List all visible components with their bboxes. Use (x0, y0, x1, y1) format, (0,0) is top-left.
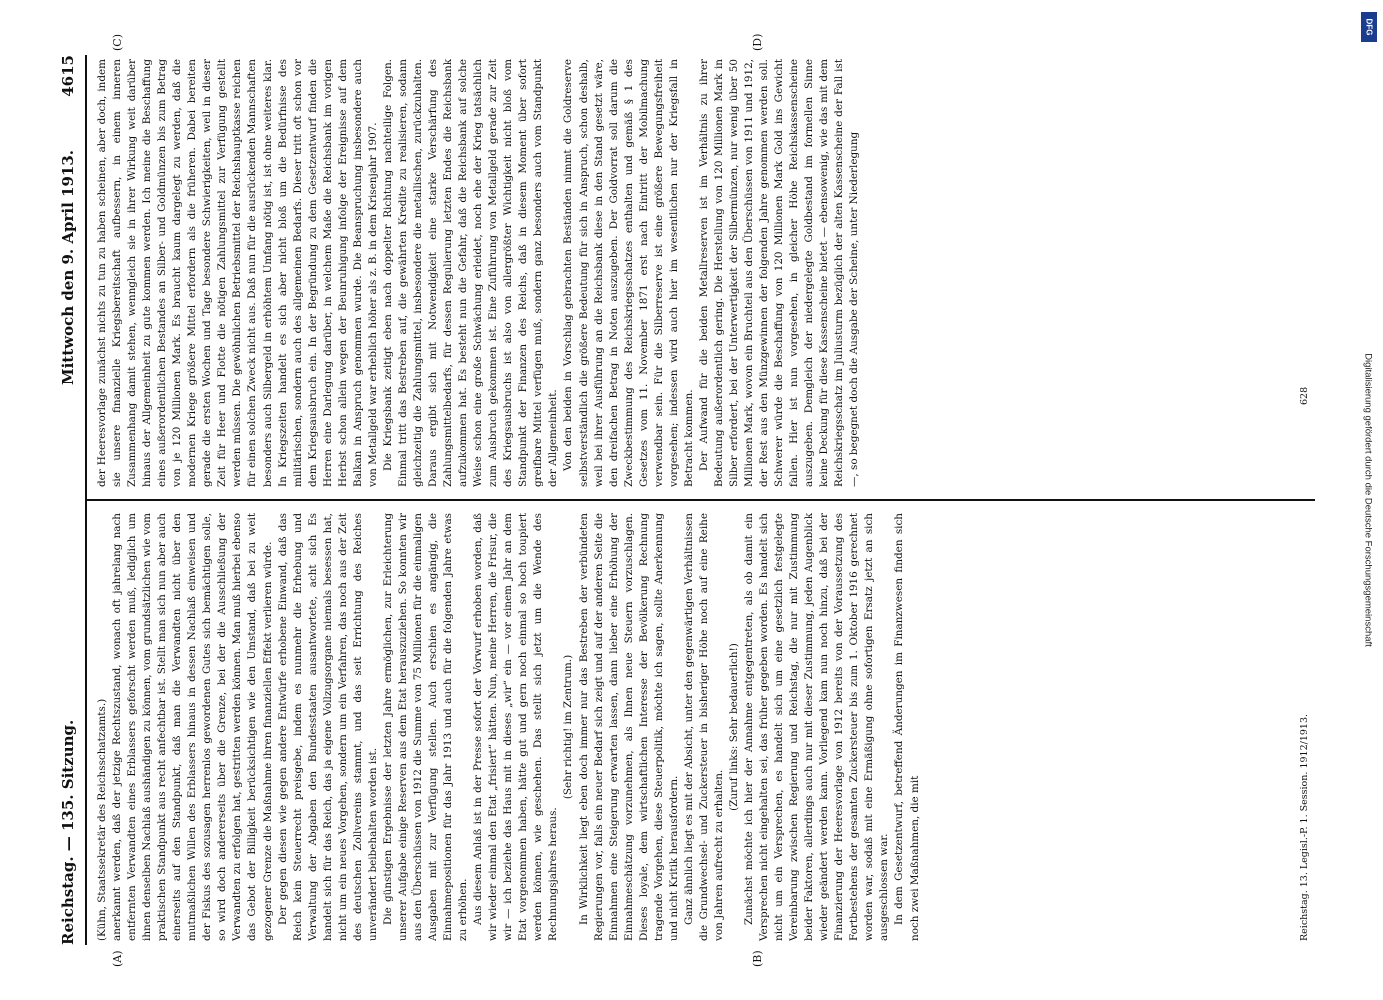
paragraph: Aus diesem Anlaß ist in der Presse sofort der Vorwurf erhoben worden, daß wir wieder einmal den Etat „frisiert“ hätten. Nun, meine Herren, die Frisur, die wir — ich beziehe das Haus mit in dieses „wir“ ein — vor einem Jahr an dem Etat vorgenommen haben, hätte gut und gern noch einmal so hoch toupiert werden können, wie geschehen. Das stellt sich jetzt um die Wende des Rechnungsjahres heraus. (472, 513, 560, 941)
header-page-number: 4615 (59, 55, 77, 97)
paragraph: der Heeresvorlage zunächst nichts zu tun zu haben scheinen, aber doch, indem sie unsere finanzielle Kriegsbereitschaft aufbessern, in einem inneren Zusammenhang damit stehen, wenngleich sie in ihrer Wirkung weit darüber hinaus der Allgemeinheit zu gute kommen werden. Ich meine die Beschaffung eines außerordentlichen Bestandes an Silber- und Goldmünzen bis zum Betrag von je 120 Millionen Mark. Es braucht kaum dargelegt zu werden, daß die modernen Kriege größere Mittel erfordern als die früheren. Dabei bereiten gerade die ersten Wochen und Tage besondere Schwierigkeiten, weil in dieser Zeit für Heer und Flotte die nötigen Zahlungsmittel zur Verfügung gestellt werden müssen. Die gewöhnlichen Betriebsmittel der Reichshauptkasse reichen für einen solchen Zweck nicht aus. Daß nun für die ausrückenden Mannschaften besonders auch Silbergeld in erhöhtem Umfang nötig ist, ist ohne weiteres klar. In Kriegszeiten handelt es sich aber nicht bloß um die Bedürfnisse des militärischen, sondern auch des allgemeinen Bedarfs. Dieser tritt oft schon vor dem Kriegsausbruch ein. In der Begründung zu dem Gesetzentwurf finden die Herren eine Darlegung darüber, in welchem Maße die Reichsbank im vorigen Herbst schon allein wegen der Beunruhigung infolge der Ereignisse auf dem Balkan in Anspruch genommen wurde. Die Beanspruchung insbesondere auch von Metallgeld war erheblich höher als z. B. in dem Krisenjahr 1907. (96, 59, 379, 487)
paragraph: Ganz ähnlich liegt es mit der Absicht, unter den gegenwärtigen Verhältnissen die Grundwechsel- und Zuckersteuer in bisheriger Höhe noch auf eine Reihe von Jahren aufrecht zu erhalten. (682, 513, 725, 941)
column-divider (85, 499, 1315, 501)
speaker-line: (Kühn, Staatssekretär des Reichsschatzamts.) (96, 698, 108, 941)
margin-mark-d: (D) (751, 33, 764, 51)
paragraph: Der gegen diesen wie gegen andere Entwürfe erhobene Einwand, daß das Reich kein Steuerrecht preisgebe, indem es nunmehr die Erhebung und Verwaltung der Abgaben den Bundesstaaten ausantwortete, acht sich Es handelt sich für das Reich, das ja eigene Vollzugsorgane niemals besessen hat, nicht um ein neues Vorgehen, sondern um ein Verfahren, das noch aus der Zeit des deutschen Zollvereins stammt, und das seit Errichtung des Reiches unverändert beibehalten worden ist. (276, 513, 379, 941)
paragraph: Von den beiden in Vorschlag gebrachten Beständen nimmt die Goldreserve selbstverständlich die größere Bedeutung für sich in Anspruch, schon deshalb, weil bei ihrer Ausführung an die Reichsbank diese in den Stand gesetzt wäre, den dreifachen Betrag in Noten auszugeben. Der Goldvorrat soll darum die Zweckbestimmung des Reichskriegsschatzes enthalten und gemäß § 1 des Gesetzes vom 11. November 1871 erst nach Eintritt der Mobilmachung verwendbar sein. Für die Silberreserve ist eine größere Bewegungsfreiheit vorgesehen; indessen wird auch hier im wesentlichen nur der Kriegsfall in Betracht kommen. (562, 59, 695, 487)
footer-page: 628 (1299, 386, 1310, 405)
paragraph: In Wirklichkeit liegt eben doch immer nur das Bestreben der verbündeten Regierungen vor, falls ein neuer Bedarf sich zeigt und auf der anderen Seite die Einnahmen eine Steigerung erwarten lassen, dann lieber eine Erhöhung der Einnahmeschätzung vorzunehmen, als Ihnen neue Steuern vorzuschlagen. Dieses loyale, dem wirtschaftlichen Interesse der Bevölkerung Rechnung tragende Vorgehen, diese Steuerpolitik, möchte ich sagen, sollte Anerkennung und nicht Kritik herausfordern. (577, 513, 680, 941)
footer-left: Reichstag. 13. Legisl.-P. 1. Session. 1912/1913. (1299, 713, 1310, 941)
interjection: (Sehr richtig! im Zentrum.) (562, 654, 575, 800)
interjection: (Zuruf links: Sehr bedauerlich!) (727, 643, 740, 811)
margin-mark-b: (B) (751, 950, 764, 967)
header-right: Mittwoch den 9. April 1913. (59, 150, 77, 385)
paragraph: anerkannt werden, daß der jetzige Rechtszustand, wonach oft jahrelang nach entfernten Verwandten eines Erblassers geforscht werden muß, lediglich um ihnen denselben Nachlaß aushändigen zu können, vom grundsätzlichen wie vom praktischen Standpunkt aus recht anfechtbar ist. Stellt man sich nun aber auch einerseits auf den Standpunkt, daß man die Verwandten nicht über den mutmaßlichen Willen des Erblassers hinaus in dessen Nachlaß einweisen und der Fiskus des sozusagen herrenlos gewordenen Gutes sich bemächtigen solle, so wird doch andererseits über die Grenze, bei der die Ausschließung der Verwandten zu erfolgen hat, gestritten werden können. Man muß hierbei ebenso das Gebot der Billigkeit berücksichtigen wie den Umstand, daß bei zu weit gezogener Grenze die Maßnahme ihren finanziellen Effekt verlieren würde. (111, 513, 274, 941)
header-left: Reichstag. — 135. Sitzung. (59, 719, 77, 945)
digitization-note: Digitalisierung gefördert durch die Deutsche Forschungsgemeinschaft (1362, 353, 1374, 647)
paragraph: Die Kriegsbank zeitigt eben nach doppelter Richtung nachteilige Folgen. Einmal tritt das Bestreben auf, die gewährten Kredite zu realisieren, sodann gleichzeitig die Zahlungsmittel, insbesondere die metallischen, zurückzuhalten. Daraus ergibt sich mit Notwendigkeit eine starke Verschärfung des Zahlungsmittelbedarfs, für dessen Regulierung letzten Endes die Reichsbank aufzukommen hat. Es besteht nun die Gefahr, daß die Reichsbank auf solche Weise schon eine große Schwächung erleidet, noch ehe der Krieg tatsächlich zum Ausbruch gekommen ist. Eine Zuführung von Metallgeld gerade zur Zeit des Kriegsausbruchs ist also von allergrößter Wichtigkeit nicht bloß vom Standpunkt der Finanzen des Reichs, daß in diesem Moment über sofort greifbare Mittel verfügen muß, sondern ganz besonders auch vom Standpunkt der Allgemeinheit. (381, 59, 560, 487)
margin-mark-c: (C) (111, 34, 124, 51)
document-page (51, 33, 1321, 967)
running-header (59, 55, 85, 945)
paragraph: Zunächst möchte ich hier der Annahme entgegentreten, als ob damit ein Versprechen nicht eingehalten sei, das früher gegeben worden. Es handelt sich nicht um ein Versprechen, es handelt sich um eine gesetzlich festgelegte Vereinbarung zwischen Regierung und Reichstag, die nur mit Zustimmung beider Faktoren, allerdings auch nur mit dieser Zustimmung, jeden Augenblick wieder geändert werden kann. Vorliegend kam nun noch hinzu, daß bei der Finanzierung der Heeresvorlage von 1912 bereits von der Voraussetzung des Fortbestehens der gesamten Zuckersteuer bis zum 1. Oktober 1916 gerechnet worden war, sodaß mit eine Ermäßigung ohne sofortigen Ersatz jetzt an sich ausgeschlossen war. (743, 513, 891, 941)
paragraph: Die günstigen Ergebnisse der letzten Jahre ermöglichen, zur Erleichterung unserer Aufgabe einige Reserven aus dem Etat herauszuziehen. So konnten wir aus den Überschüssen von 1912 die Summe von 75 Millionen für die einmaligen Ausgaben mit zur Verfügung stellen. Auch erschien es angängig, die Einnahmepositionen für das Jahr 1913 und auch für die folgenden Jahre etwas zu erhöhen. (381, 513, 470, 941)
dfg-logo: DFG (1361, 12, 1377, 42)
left-column (95, 513, 1295, 941)
paragraph: In dem Gesetzentwurf, betreffend Änderungen im Finanzwesen finden sich noch zwei Maßnahmen, die mit (893, 513, 921, 941)
paragraph: Der Aufwand für die beiden Metallreserven ist im Verhältnis zu ihrer Bedeutung außerordentlich gering. Die Herstellung von 120 Millionen Mark in Silber erfordert, bei der Unterwertigkeit der Silbermünzen, nur wenig über 50 Millionen Mark, wovon ein Bruchteil aus den Überschüssen von 1911 und 1912, der Rest aus den Münzgewinnen der folgenden Jahre genommen werden soll. Schwerer würde die Beschaffung von 120 Millionen Mark Gold ins Gewicht fallen. Hier ist nun vorgesehen, in gleicher Höhe Reichskassenscheine auszugeben. Demgleich der niedergelegte Goldbestand im formellen Sinne keine Deckung für diese Kassenscheine bietet — ebensowenig, wie das mit dem Reichskriegsschatz im Juliusturm bezüglich der alten Kassenscheine der Fall ist —, so begegnet doch die Ausgabe der Scheine, unter Niederlegung (697, 59, 861, 487)
margin-mark-a: (A) (111, 950, 124, 967)
right-column (95, 59, 1295, 487)
